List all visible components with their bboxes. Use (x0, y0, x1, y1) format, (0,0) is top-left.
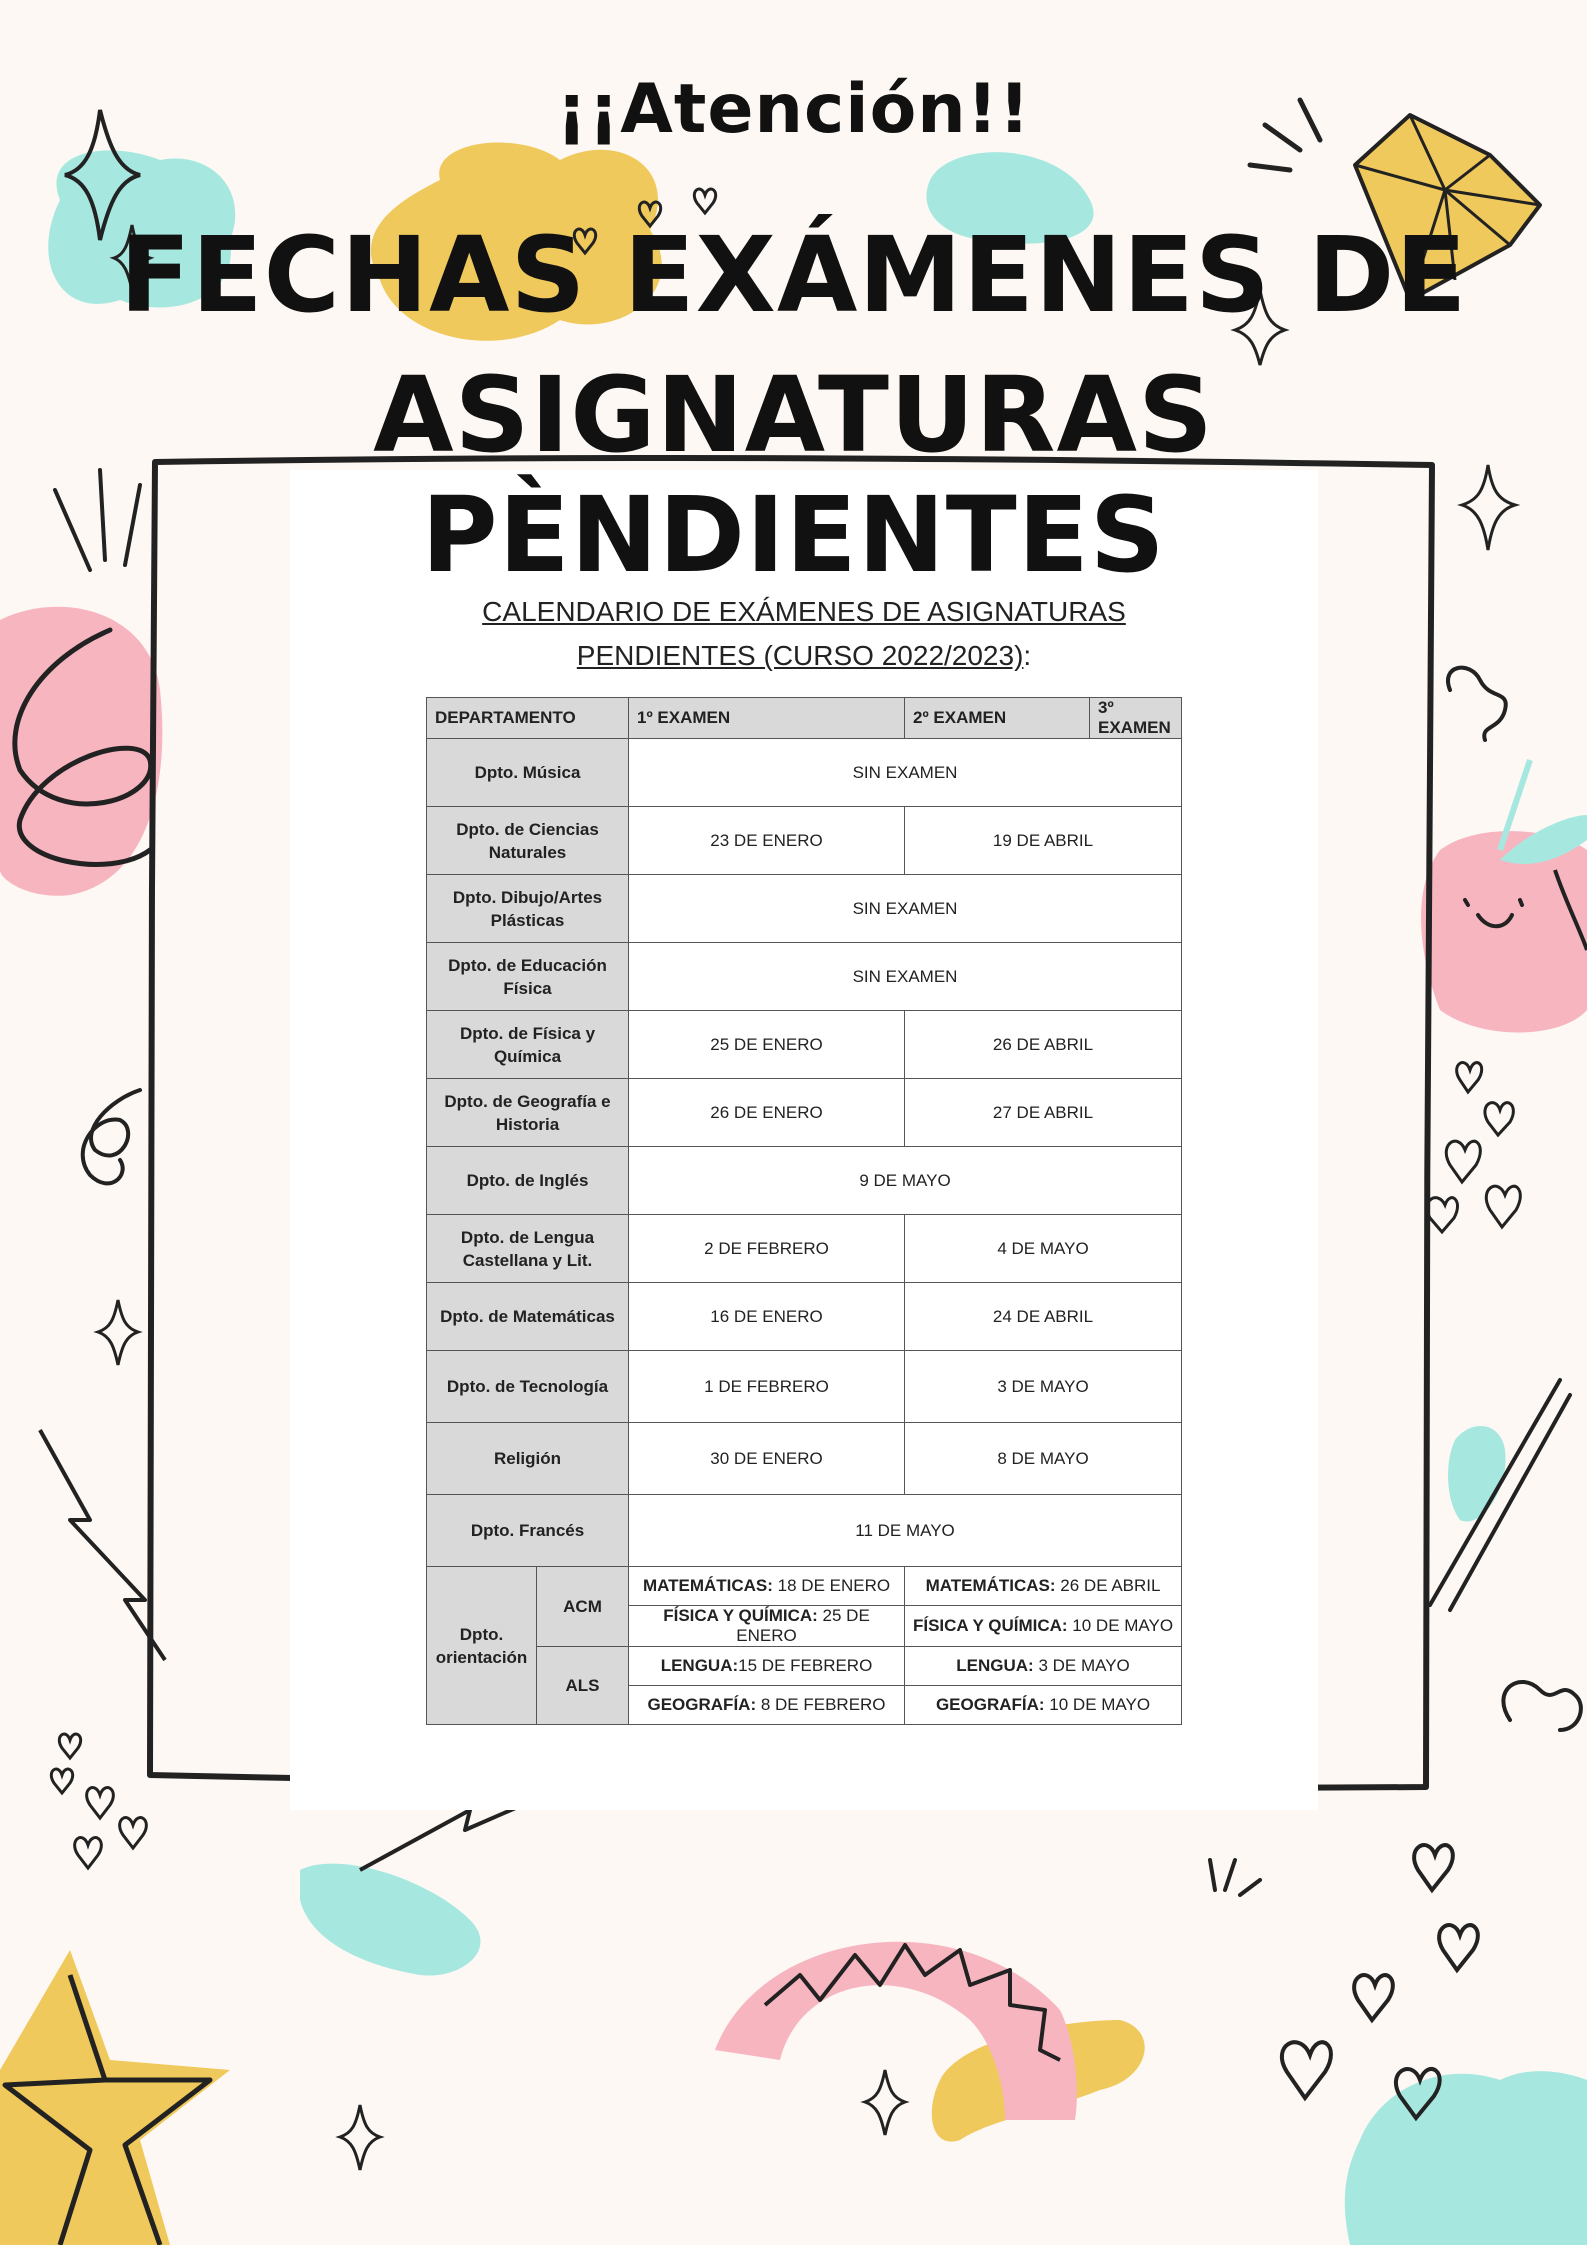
heart-icon (1457, 1063, 1482, 1092)
heart-icon (59, 1734, 80, 1758)
exam-date-cell (905, 1686, 1182, 1725)
department-cell: Dpto. de Inglés (427, 1147, 629, 1215)
table-row (427, 807, 1182, 875)
exam-date: 8 DE FEBRERO (756, 1695, 886, 1714)
heart-icon (75, 1838, 102, 1868)
table-header-row (427, 698, 1182, 739)
exam-date-cell: 4 DE MAYO (905, 1215, 1182, 1283)
sparkle-icon (98, 1300, 138, 1365)
heart-icon (1282, 2042, 1331, 2098)
exam-date-cell (905, 1606, 1182, 1647)
exam-date-cell: 2 DE FEBRERO (629, 1215, 905, 1283)
exam-date-cell (629, 1686, 905, 1725)
exam-date-cell: 30 DE ENERO (629, 1423, 905, 1495)
squiggle-icon (1448, 668, 1506, 740)
title-line-2: ASIGNATURAS PÈNDIENTES (373, 354, 1214, 596)
exam-date-cell: 26 DE ENERO (629, 1079, 905, 1147)
column-header: 1º EXAMEN (629, 698, 905, 739)
department-cell: Dpto. de Física y Química (427, 1011, 629, 1079)
subject-label: MATEMÁTICAS: (925, 1576, 1056, 1595)
rays-icon (1210, 1860, 1260, 1895)
subject-label: FÍSICA Y QUÍMICA: (912, 1616, 1068, 1635)
subject-label: LENGUA: (660, 1656, 739, 1675)
exam-date-cell: 11 DE MAYO (629, 1495, 1182, 1567)
table-row (427, 1567, 1182, 1606)
teal-blob-bottom-left (300, 1864, 480, 1976)
calendar-title-line-1: CALENDARIO DE EXÁMENES DE ASIGNATURAS (482, 596, 1126, 627)
table-row (427, 943, 1182, 1011)
department-cell: Dpto. de Geografía e Historia (427, 1079, 629, 1147)
pink-apple-right (1421, 831, 1587, 1032)
table-row (427, 1423, 1182, 1495)
heart-icon (87, 1788, 114, 1818)
exam-date-cell (629, 1606, 905, 1647)
calendar-title-colon: : (1023, 640, 1032, 671)
heart-icon (1354, 1975, 1393, 2020)
department-cell: Dpto. Música (427, 739, 629, 807)
exam-date-cell: 16 DE ENERO (629, 1283, 905, 1351)
department-cell: Dpto. de Ciencias Naturales (427, 807, 629, 875)
exam-date: 15 DE FEBRERO (738, 1656, 873, 1675)
calendar-title-line-2: PENDIENTES (CURSO 2022/2023) (576, 640, 1024, 671)
exam-date-cell: 25 DE ENERO (629, 1011, 905, 1079)
subject-label: FÍSICA Y QUÍMICA: (663, 1606, 818, 1625)
exam-date: 10 DE MAYO (1067, 1616, 1174, 1635)
heart-icon (694, 189, 715, 213)
table-row (427, 1147, 1182, 1215)
exam-date-cell: SIN EXAMEN (629, 943, 1182, 1011)
department-cell: Dpto. de Lengua Castellana y Lit. (427, 1215, 629, 1283)
heart-icon (1414, 1845, 1453, 1890)
attention-heading: ¡¡Atención!! (556, 70, 1031, 149)
calendar-title (290, 590, 1318, 678)
exam-date: 18 DE ENERO (772, 1576, 891, 1595)
group-cell: ALS (537, 1647, 629, 1725)
exam-date-cell: 9 DE MAYO (629, 1147, 1182, 1215)
exam-date-cell: 3 DE MAYO (905, 1351, 1182, 1423)
exam-date: 25 DE ENERO (736, 1606, 870, 1645)
rainbow-icon (715, 1942, 1077, 2120)
sparkle-icon (865, 2070, 905, 2135)
department-cell: Dpto. Francés (427, 1495, 629, 1567)
exam-date-cell: SIN EXAMEN (629, 739, 1182, 807)
squiggle-icon (83, 1090, 140, 1183)
subject-label: GEOGRAFÍA: (935, 1695, 1045, 1714)
column-header: 3º EXAMEN (1090, 698, 1182, 739)
heart-icon (1439, 1925, 1478, 1970)
group-cell: ACM (537, 1567, 629, 1647)
exam-date-cell: 19 DE ABRIL (905, 807, 1182, 875)
exam-date-cell: SIN EXAMEN (629, 875, 1182, 943)
exam-date: 3 DE MAYO (1033, 1656, 1130, 1675)
heart-icon (120, 1818, 147, 1848)
department-cell: Dpto. Dibujo/Artes Plásticas (427, 875, 629, 943)
table-row (427, 1079, 1182, 1147)
heart-icon (1486, 1186, 1520, 1227)
table-row (427, 1011, 1182, 1079)
department-cell: Dpto. orientación (427, 1567, 537, 1725)
table-row (427, 1283, 1182, 1351)
exam-date-cell (629, 1647, 905, 1686)
subject-label: GEOGRAFÍA: (647, 1695, 757, 1714)
exam-date-cell: 27 DE ABRIL (905, 1079, 1182, 1147)
column-header: 2º EXAMEN (905, 698, 1090, 739)
exam-date-cell (905, 1647, 1182, 1686)
column-header: DEPARTAMENTO (427, 698, 629, 739)
heart-icon (1427, 1198, 1457, 1232)
department-cell: Religión (427, 1423, 629, 1495)
lightning-icon (40, 1430, 165, 1660)
squiggle-icon (1503, 1682, 1580, 1730)
exam-date-cell: 23 DE ENERO (629, 807, 905, 875)
teal-blob-mid-right (1448, 1426, 1506, 1521)
table-row (427, 1495, 1182, 1567)
exam-date-cell: 24 DE ABRIL (905, 1283, 1182, 1351)
heart-icon (1485, 1103, 1513, 1135)
exam-date: 10 DE MAYO (1044, 1695, 1151, 1714)
exam-date-cell: 26 DE ABRIL (905, 1011, 1182, 1079)
table-row (427, 1351, 1182, 1423)
department-cell: Dpto. de Matemáticas (427, 1283, 629, 1351)
department-cell: Dpto. de Educación Física (427, 943, 629, 1011)
exam-date-cell (629, 1567, 905, 1606)
sparkle-icon (340, 2105, 380, 2170)
table-row (427, 1215, 1182, 1283)
exam-date-cell: 1 DE FEBRERO (629, 1351, 905, 1423)
exam-table (426, 697, 1182, 1725)
table-row (427, 739, 1182, 807)
table-row (427, 875, 1182, 943)
subject-label: MATEMÁTICAS: (642, 1576, 773, 1595)
heart-icon (1446, 1141, 1480, 1182)
table-row (427, 1647, 1182, 1686)
teal-blob-bottom-right (1345, 2071, 1587, 2245)
department-cell: Dpto. de Tecnología (427, 1351, 629, 1423)
exam-date-cell: 8 DE MAYO (905, 1423, 1182, 1495)
subject-label: LENGUA: (956, 1656, 1034, 1675)
exam-date-cell (905, 1567, 1182, 1606)
exam-calendar-document (290, 470, 1318, 1810)
star-yellow (0, 1950, 230, 2245)
heart-icon (51, 1769, 72, 1793)
title-line-1: FECHAS EXÁMENES DE (119, 214, 1468, 336)
exam-date: 26 DE ABRIL (1055, 1576, 1161, 1595)
